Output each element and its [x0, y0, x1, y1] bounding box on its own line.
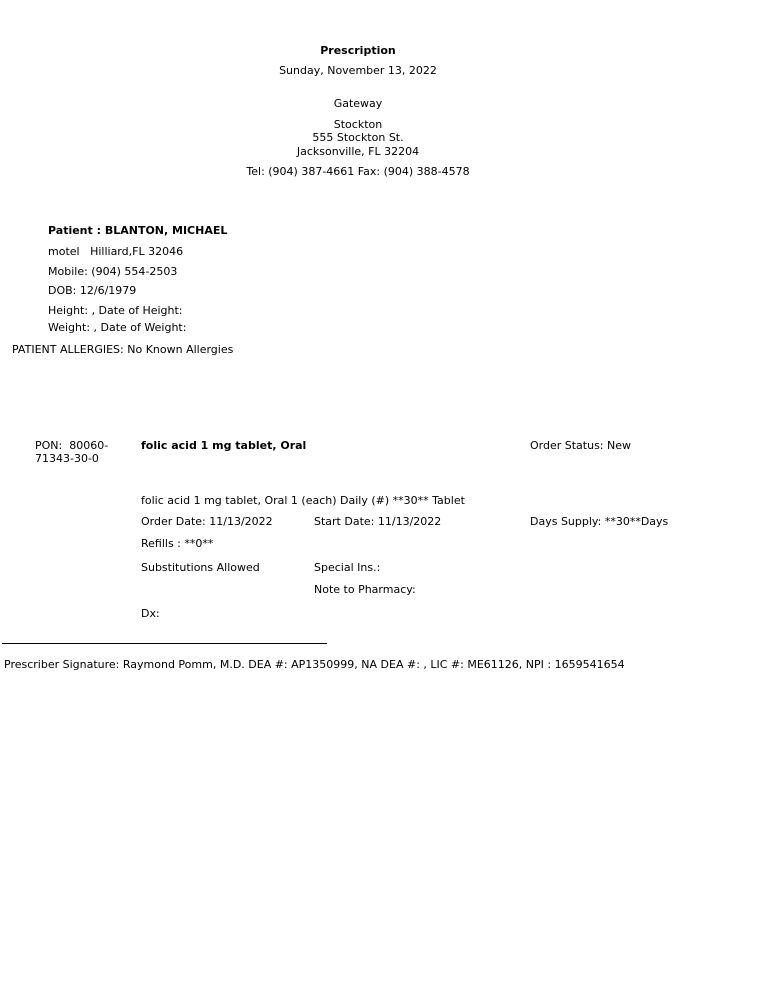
diagnosis: Dx:: [141, 607, 160, 620]
note-to-pharmacy: Note to Pharmacy:: [314, 583, 416, 596]
patient-mobile: Mobile: (904) 554-2503: [48, 265, 178, 278]
patient-weight: Weight: , Date of Weight:: [48, 321, 187, 334]
address-line-2: Jacksonville, FL 32204: [296, 145, 420, 158]
drug-title: folic acid 1 mg tablet, Oral: [141, 439, 307, 452]
pharmacy-name: Gateway: [333, 97, 383, 110]
patient-height: Height: , Date of Height:: [48, 304, 183, 317]
pon-line-2: 71343-30-0: [35, 452, 99, 465]
special-instructions: Special Ins.:: [314, 561, 381, 574]
patient-allergies: PATIENT ALLERGIES: No Known Allergies: [12, 343, 234, 356]
refills: Refills : **0**: [141, 537, 214, 550]
patient-address: motel Hilliard,FL 32046: [48, 245, 184, 258]
prescriber-signature: Prescriber Signature: Raymond Pomm, M.D. DEA #: AP1350999, NA DEA #: , LIC #: ME61126, NPI : 1659541654: [4, 658, 625, 671]
days-supply: Days Supply: **30**Days: [530, 515, 669, 528]
pon-line-1: PON: 80060-: [35, 439, 109, 452]
prescription-date: Sunday, November 13, 2022: [279, 64, 437, 77]
store-name: Stockton: [333, 118, 383, 131]
page-title: Prescription: [320, 44, 396, 57]
address-line-1: 555 Stockton St.: [312, 131, 404, 144]
order-status: Order Status: New: [530, 439, 632, 452]
start-date: Start Date: 11/13/2022: [314, 515, 442, 528]
signature-rule: [2, 643, 327, 644]
patient-dob: DOB: 12/6/1979: [48, 284, 137, 297]
patient-name: Patient : BLANTON, MICHAEL: [48, 224, 228, 237]
pharmacy-phone-fax: Tel: (904) 387-4661 Fax: (904) 388-4578: [246, 165, 470, 178]
substitutions: Substitutions Allowed: [141, 561, 260, 574]
sig-line: folic acid 1 mg tablet, Oral 1 (each) Daily (#) **30** Tablet: [141, 494, 465, 507]
order-date: Order Date: 11/13/2022: [141, 515, 273, 528]
